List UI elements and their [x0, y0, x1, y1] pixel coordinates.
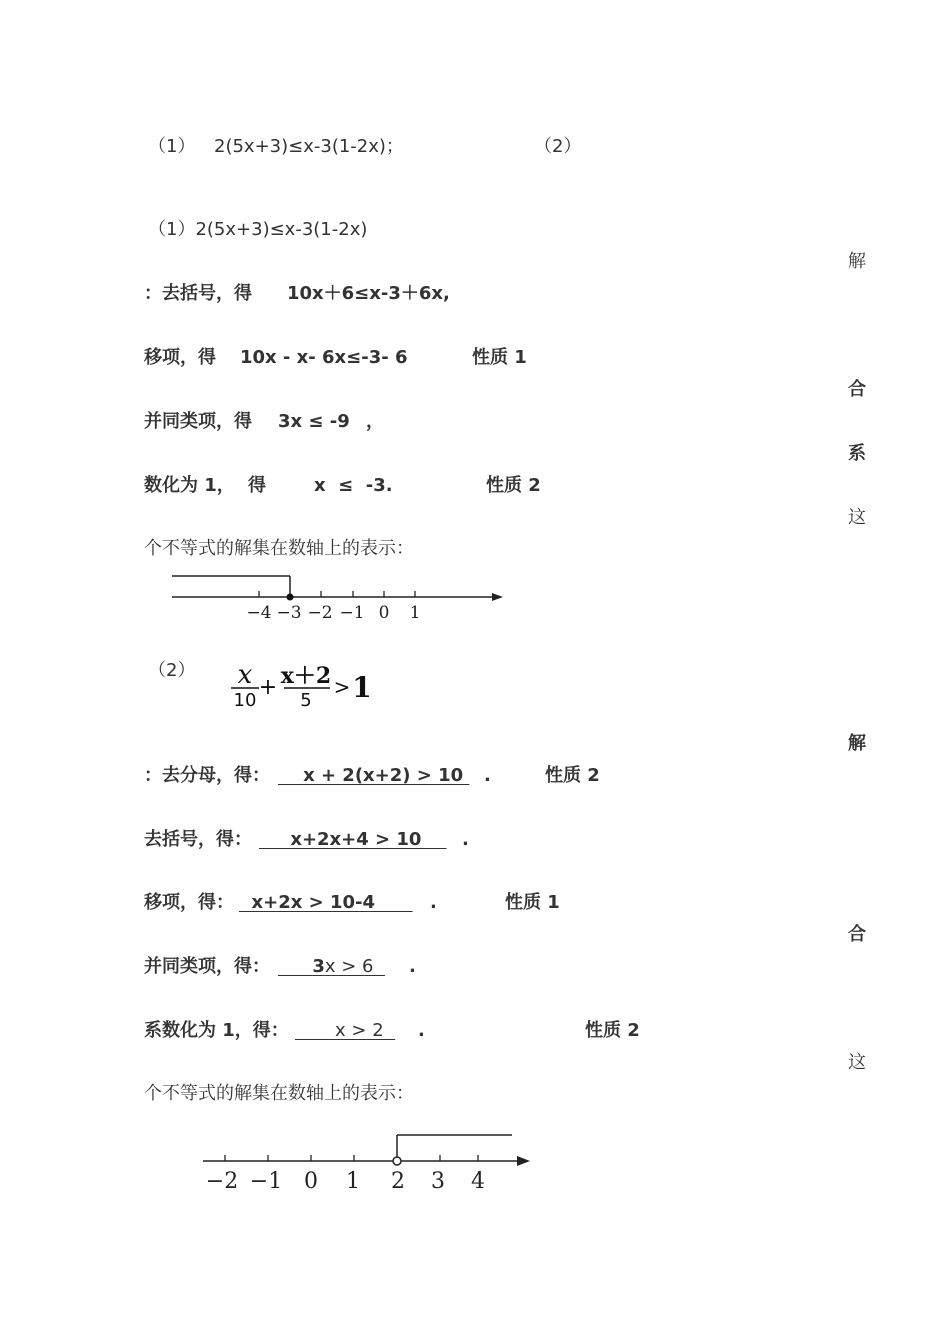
part2-numberline-caption: 个不等式的解集在数轴上的表示： — [144, 1083, 414, 1104]
nl2-tick-label: 1 — [346, 1169, 360, 1194]
part1-step4-note: 性质 2 — [486, 475, 541, 496]
frac1-numerator: x — [237, 660, 253, 690]
part2-step4-tail: . — [409, 956, 416, 977]
part2-step1-label: ：去分母，得： — [144, 765, 270, 786]
margin-char: 这 — [848, 1052, 866, 1073]
part2-step3-label: 移项，得： — [144, 892, 234, 913]
part1-step2-expression: 10x - x- 6x≤-3- 6 — [240, 347, 408, 368]
nl1-tick-label: 1 — [409, 603, 421, 623]
nl2-tick-label: 0 — [304, 1169, 318, 1194]
problem-1-label: （1） — [148, 136, 196, 157]
part2-step2-label: 去括号，得： — [144, 829, 252, 850]
part1-step3-label: 并同类项，得 — [144, 411, 252, 432]
margin-char: 系 — [848, 443, 866, 464]
nl1-tick-label: −4 — [246, 603, 272, 623]
nl2-tick-label: 4 — [471, 1169, 485, 1194]
nl2-tick-label: −1 — [249, 1169, 283, 1194]
part2-step3-expression: x+2x > 10-4 — [239, 892, 413, 913]
nl1-tick-label: −3 — [276, 603, 302, 623]
nl1-tick-label: −2 — [307, 603, 333, 623]
part2-step1-note: 性质 2 — [545, 765, 600, 786]
margin-char: 合 — [848, 379, 866, 400]
frac2-denominator: 5 — [300, 690, 312, 711]
part2-step5-tail: . — [418, 1020, 425, 1041]
part1-step3-tail: ， — [366, 411, 384, 432]
plus-sign: + — [258, 675, 278, 700]
part1-step4-expression: x ≤ -3. — [314, 475, 393, 496]
problem-1-expression: 2(5x+3)≤x-3(1-2x)； — [214, 136, 404, 157]
part2-label: （2） — [148, 660, 196, 681]
part2-step2-tail: . — [462, 829, 469, 850]
part2-step4-expression: 3x > 6 — [312, 956, 385, 977]
part2-step3-tail: . — [430, 892, 437, 913]
part1-numberline-caption: 个不等式的解集在数轴上的表示： — [144, 538, 414, 559]
part1-step3-expression: 3x ≤ -9 — [278, 411, 350, 432]
nl1-tick-label: 0 — [378, 603, 390, 623]
part2-step3-note: 性质 1 — [505, 892, 560, 913]
part1-heading: （1）2(5x+3)≤x-3(1-2x) — [148, 219, 368, 240]
part2-step5-note: 性质 2 — [585, 1020, 640, 1041]
part2-step5-label: 系数化为 1，得： — [144, 1020, 289, 1041]
part1-step2-note: 性质 1 — [472, 347, 527, 368]
nl2-tick-label: −2 — [205, 1169, 239, 1194]
part2-step1-expression: x + 2(x+2) > 10 — [278, 765, 470, 786]
part1-step4-de: 得 — [248, 475, 266, 496]
nl2-tick-label: 3 — [431, 1169, 445, 1194]
nl2-tick-label: 2 — [391, 1169, 405, 1194]
part1-step2-label: 移项，得 — [144, 347, 216, 368]
part1-step1-expression: 10x＋6≤x-3＋6x, — [287, 283, 450, 304]
greater-than-sign: > — [333, 675, 351, 699]
margin-char: 这 — [848, 507, 866, 528]
part1-step4-label: 数化为 1， — [144, 475, 235, 496]
nl1-tick-label: −1 — [339, 603, 365, 623]
margin-char: 解 — [848, 251, 866, 272]
part2-step4-label: 并同类项，得： — [144, 956, 270, 977]
problem-2-label: （2） — [534, 136, 582, 157]
margin-char: 合 — [848, 924, 866, 945]
part1-step1-label: ：去括号，得 — [144, 283, 252, 304]
frac2-numerator: x＋2 — [280, 663, 332, 689]
part2-step1-tail: . — [484, 765, 491, 786]
rhs-one: 1 — [352, 671, 372, 704]
margin-char: 解 — [848, 733, 866, 754]
part2-step2-expression: x+2x+4 > 10 — [259, 829, 447, 850]
frac1-denominator: 10 — [233, 690, 257, 711]
part2-step5-expression: x > 2 — [295, 1020, 396, 1041]
